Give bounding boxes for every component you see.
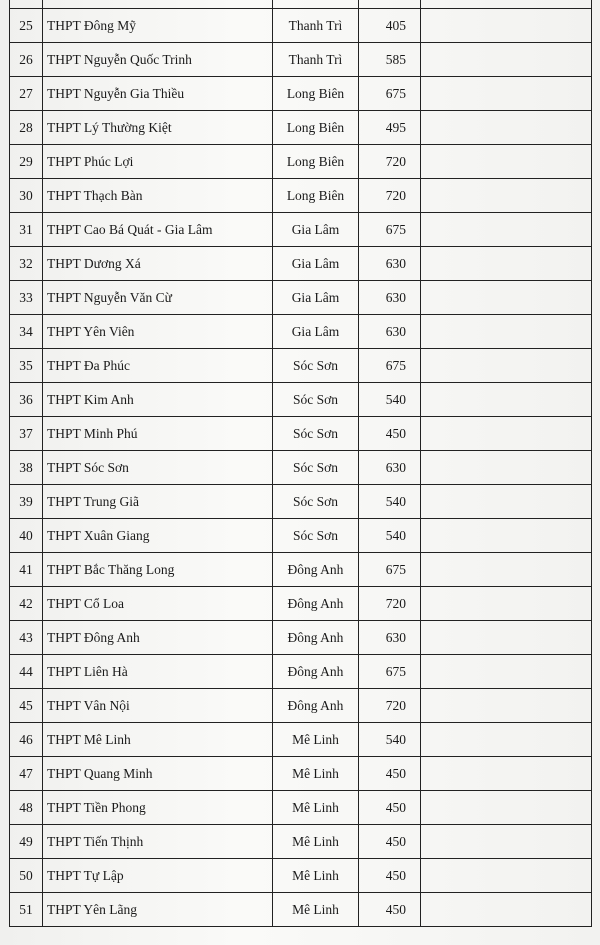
school-name: THPT Trung Giã [43, 485, 273, 519]
quota: 630 [359, 451, 421, 485]
note-cell [421, 383, 592, 417]
note-cell [421, 281, 592, 315]
note-cell [421, 723, 592, 757]
quota: 405 [359, 9, 421, 43]
district: Sóc Sơn [273, 451, 359, 485]
school-name: THPT Xuân Giang [43, 519, 273, 553]
school-name: THPT Tiền Phong [43, 791, 273, 825]
cell [10, 0, 43, 9]
table-row [10, 451, 592, 485]
district: Sóc Sơn [273, 485, 359, 519]
school-name: THPT Tự Lập [43, 859, 273, 893]
note-cell [421, 349, 592, 383]
school-name: THPT Nguyễn Gia Thiều [43, 77, 273, 111]
row-number: 39 [10, 485, 43, 519]
school-name: THPT Nguyễn Văn Cừ [43, 281, 273, 315]
quota: 630 [359, 621, 421, 655]
district: Mê Linh [273, 723, 359, 757]
note-cell [421, 689, 592, 723]
district: Sóc Sơn [273, 349, 359, 383]
table-row [10, 485, 592, 519]
note-cell [421, 111, 592, 145]
row-number: 45 [10, 689, 43, 723]
school-name: THPT Đông Mỹ [43, 9, 273, 43]
school-name: THPT Liên Hà [43, 655, 273, 689]
table-row [10, 43, 592, 77]
quota: 675 [359, 655, 421, 689]
note-cell [421, 893, 592, 927]
quota: 720 [359, 179, 421, 213]
district: Đông Anh [273, 553, 359, 587]
district: Mê Linh [273, 757, 359, 791]
row-number: 46 [10, 723, 43, 757]
quota: 450 [359, 893, 421, 927]
note-cell [421, 655, 592, 689]
note-cell [421, 213, 592, 247]
table-row [10, 417, 592, 451]
school-name: THPT Cao Bá Quát - Gia Lâm [43, 213, 273, 247]
table-body [10, 0, 592, 927]
school-name: THPT Tiến Thịnh [43, 825, 273, 859]
quota: 495 [359, 111, 421, 145]
note-cell [421, 485, 592, 519]
cell [421, 0, 592, 9]
row-number: 48 [10, 791, 43, 825]
school-name: THPT Quang Minh [43, 757, 273, 791]
table-row [10, 111, 592, 145]
note-cell [421, 825, 592, 859]
district: Long Biên [273, 77, 359, 111]
note-cell [421, 315, 592, 349]
note-cell [421, 553, 592, 587]
table-row [10, 77, 592, 111]
row-number: 40 [10, 519, 43, 553]
table-row [10, 757, 592, 791]
quota: 720 [359, 689, 421, 723]
quota: 540 [359, 485, 421, 519]
note-cell [421, 587, 592, 621]
district: Gia Lâm [273, 247, 359, 281]
note-cell [421, 43, 592, 77]
school-name: THPT Vân Nội [43, 689, 273, 723]
district: Mê Linh [273, 893, 359, 927]
note-cell [421, 519, 592, 553]
row-number: 43 [10, 621, 43, 655]
table-row [10, 315, 592, 349]
row-number: 27 [10, 77, 43, 111]
quota: 540 [359, 519, 421, 553]
school-name: THPT Yên Viên [43, 315, 273, 349]
row-number: 44 [10, 655, 43, 689]
table-row [10, 655, 592, 689]
row-number: 49 [10, 825, 43, 859]
table-row [10, 213, 592, 247]
cell [273, 0, 359, 9]
row-number: 47 [10, 757, 43, 791]
table-row [10, 553, 592, 587]
table-row [10, 893, 592, 927]
district: Thanh Trì [273, 9, 359, 43]
row-number: 26 [10, 43, 43, 77]
note-cell [421, 757, 592, 791]
quota: 450 [359, 417, 421, 451]
table-row [10, 281, 592, 315]
district: Gia Lâm [273, 213, 359, 247]
school-name: THPT Sóc Sơn [43, 451, 273, 485]
quota: 450 [359, 757, 421, 791]
quota: 720 [359, 145, 421, 179]
note-cell [421, 791, 592, 825]
table-row [10, 791, 592, 825]
table-row [10, 825, 592, 859]
quota: 720 [359, 587, 421, 621]
table-row [10, 383, 592, 417]
district: Đông Anh [273, 587, 359, 621]
table-row-partial [10, 0, 592, 9]
quota: 630 [359, 247, 421, 281]
quota: 450 [359, 791, 421, 825]
district: Mê Linh [273, 859, 359, 893]
note-cell [421, 621, 592, 655]
row-number: 36 [10, 383, 43, 417]
quota: 450 [359, 825, 421, 859]
row-number: 42 [10, 587, 43, 621]
row-number: 25 [10, 9, 43, 43]
quota: 630 [359, 315, 421, 349]
row-number: 31 [10, 213, 43, 247]
school-name: THPT Đa Phúc [43, 349, 273, 383]
row-number: 33 [10, 281, 43, 315]
row-number: 50 [10, 859, 43, 893]
quota: 675 [359, 213, 421, 247]
school-name: THPT Cổ Loa [43, 587, 273, 621]
row-number: 29 [10, 145, 43, 179]
table-row [10, 723, 592, 757]
table-row [10, 247, 592, 281]
note-cell [421, 179, 592, 213]
note-cell [421, 77, 592, 111]
cell [43, 0, 273, 9]
district: Gia Lâm [273, 281, 359, 315]
row-number: 32 [10, 247, 43, 281]
row-number: 41 [10, 553, 43, 587]
table-row [10, 859, 592, 893]
table-row [10, 519, 592, 553]
row-number: 28 [10, 111, 43, 145]
table-row [10, 689, 592, 723]
note-cell [421, 247, 592, 281]
quota: 585 [359, 43, 421, 77]
note-cell [421, 859, 592, 893]
row-number: 35 [10, 349, 43, 383]
district: Đông Anh [273, 655, 359, 689]
quota: 675 [359, 553, 421, 587]
school-name: THPT Đông Anh [43, 621, 273, 655]
table-row [10, 145, 592, 179]
district: Mê Linh [273, 791, 359, 825]
row-number: 37 [10, 417, 43, 451]
note-cell [421, 417, 592, 451]
table-row [10, 9, 592, 43]
quota: 675 [359, 77, 421, 111]
row-number: 34 [10, 315, 43, 349]
district: Thanh Trì [273, 43, 359, 77]
school-name: THPT Dương Xá [43, 247, 273, 281]
cell [359, 0, 421, 9]
row-number: 51 [10, 893, 43, 927]
quota: 630 [359, 281, 421, 315]
district: Long Biên [273, 145, 359, 179]
school-name: THPT Lý Thường Kiệt [43, 111, 273, 145]
table-row [10, 179, 592, 213]
district: Mê Linh [273, 825, 359, 859]
quota: 540 [359, 723, 421, 757]
row-number: 30 [10, 179, 43, 213]
school-name: THPT Nguyễn Quốc Trinh [43, 43, 273, 77]
school-name: THPT Phúc Lợi [43, 145, 273, 179]
district: Sóc Sơn [273, 383, 359, 417]
school-name: THPT Minh Phú [43, 417, 273, 451]
school-name: THPT Yên Lãng [43, 893, 273, 927]
school-name: THPT Thạch Bàn [43, 179, 273, 213]
note-cell [421, 9, 592, 43]
table-row [10, 587, 592, 621]
school-quota-table [9, 0, 592, 927]
school-name: THPT Kim Anh [43, 383, 273, 417]
row-number: 38 [10, 451, 43, 485]
quota: 540 [359, 383, 421, 417]
note-cell [421, 145, 592, 179]
district: Đông Anh [273, 621, 359, 655]
table-row [10, 349, 592, 383]
school-name: THPT Bắc Thăng Long [43, 553, 273, 587]
quota: 675 [359, 349, 421, 383]
quota: 450 [359, 859, 421, 893]
district: Gia Lâm [273, 315, 359, 349]
table-row [10, 621, 592, 655]
school-name: THPT Mê Linh [43, 723, 273, 757]
district: Long Biên [273, 111, 359, 145]
district: Đông Anh [273, 689, 359, 723]
note-cell [421, 451, 592, 485]
district: Sóc Sơn [273, 519, 359, 553]
district: Long Biên [273, 179, 359, 213]
district: Sóc Sơn [273, 417, 359, 451]
